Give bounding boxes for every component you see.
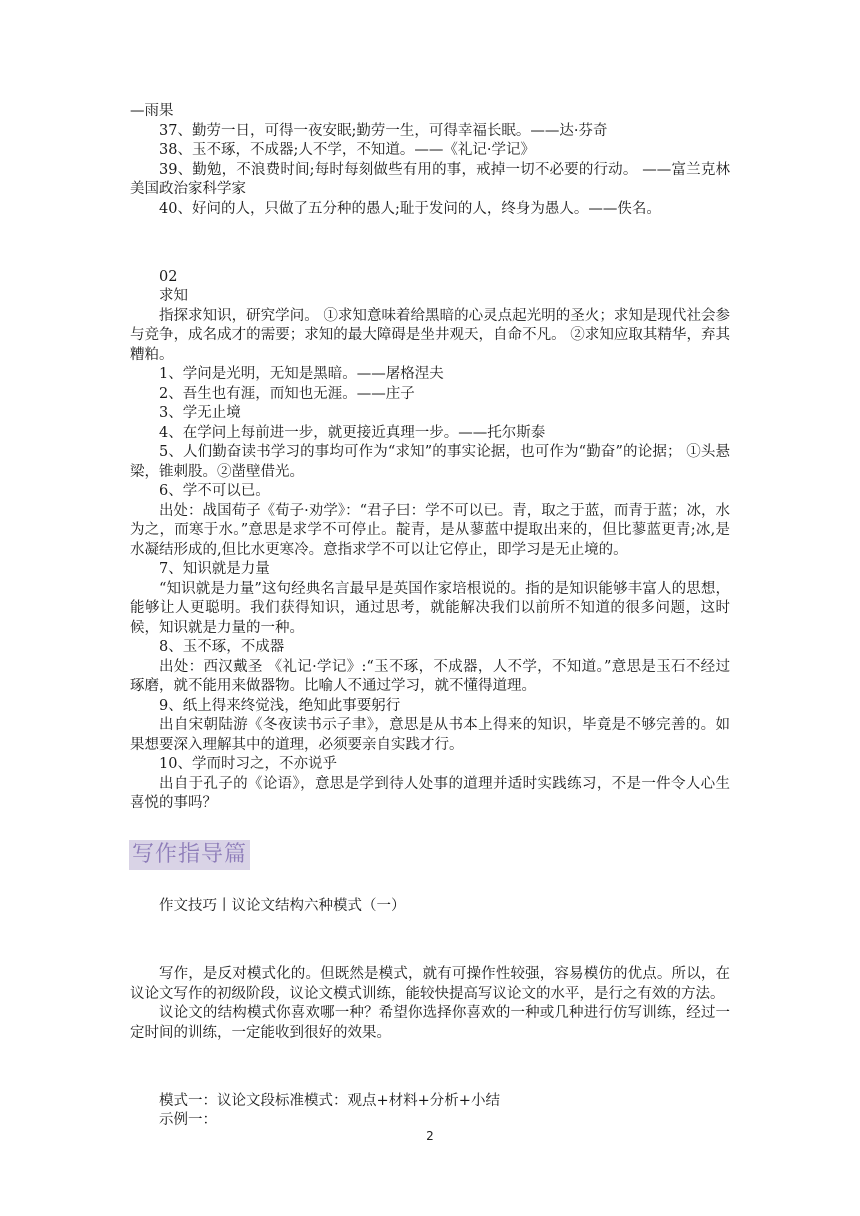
page-number: 2 xyxy=(426,1129,434,1143)
paragraph: 模式一：议论文段标准模式：观点+材料+分析+小结 xyxy=(159,1092,500,1109)
section-quotes xyxy=(130,102,730,814)
blank-line xyxy=(130,234,730,254)
paragraph: 作文技巧丨议论文结构六种模式（一） xyxy=(159,898,406,914)
paragraph: 出处：战国荀子《荀子·劝学》：“君子曰：学不可以已。青，取之于蓝，而青于蓝；冰，水为之，而寒于水。”意思是求学不可停止。靛青，是从蓼蓝中提取出来的，但比蓼蓝更青;冰,是水凝结形成的,但比水更寒冷。意指求学不可以让它停止，即学习是无止境的。 xyxy=(130,502,730,558)
section-writing-guide xyxy=(130,897,730,1131)
paragraph: 8、玉不琢，不成器 xyxy=(159,639,285,655)
section-heading: 写作指导篇 xyxy=(129,840,250,870)
blank-line xyxy=(130,931,730,951)
paragraph: 39、勤勉，不浪费时间;每时每刻做些有用的事，戒掉一切不必要的行动。 ——富兰克林美国政治家科学家 xyxy=(130,161,730,197)
paragraph: 10、学而时习之，不亦说乎 xyxy=(159,756,337,772)
paragraph: 3、学无止境 xyxy=(159,405,241,421)
paragraph: 4、在学问上每前进一步，就更接近真理一步。——托尔斯泰 xyxy=(159,424,546,441)
paragraph: 议论文的结构模式你喜欢哪一种？希望你选择你喜欢的一种或几种进行仿写训练，经过一定时间的训练，一定能收到很好的效果。 xyxy=(130,1005,730,1041)
paragraph: 40、好问的人，只做了五分种的愚人;耻于发问的人，终身为愚人。——佚名。 xyxy=(159,200,661,217)
paragraph: 指探求知识，研究学问。 ①求知意味着给黑暗的心灵点起光明的圣火；求知是现代社会参与竞争，成名成才的需要；求知的最大障碍是坐井观天，自命不凡。 ②求知应取其精华，弃其糟粕。 xyxy=(130,307,730,363)
paragraph: 1、学问是光明，无知是黑暗。——屠格涅夫 xyxy=(159,366,444,382)
paragraph: 9、纸上得来终觉浅，绝知此事要躬行 xyxy=(159,697,401,714)
paragraph: 2、吾生也有涯，而知也无涯。——庄子 xyxy=(159,385,415,402)
paragraph: 6、学不可以已。 xyxy=(159,483,270,499)
paragraph: —雨果 xyxy=(130,103,174,119)
paragraph: “知识就是力量”这句经典名言最早是英国作家培根说的。指的是知识能够丰富人的思想，能够让人更聪明。我们获得知识，通过思考，就能解决我们以前所不知道的很多问题，这时候，知识就是力量的一种。 xyxy=(130,580,730,636)
blank-line xyxy=(130,1058,730,1078)
paragraph: 示例一： xyxy=(159,1112,217,1128)
paragraph: 求知 xyxy=(159,288,188,304)
paragraph: 02 xyxy=(159,268,178,285)
paragraph: 38、玉不琢，不成器;人不学，不知道。——《礼记·学记》 xyxy=(159,142,535,158)
paragraph: 出处：西汉戴圣 《礼记·学记》:“玉不琢，不成器，人不学，不知道。”意思是玉石不经过琢磨，就不能用来做器物。比喻人不通过学习，就不懂得道理。 xyxy=(130,658,730,694)
paragraph: 出自于孔子的《论语》，意思是学到待人处事的道理并适时实践练习，不是一件令人心生喜悦的事吗？ xyxy=(130,775,730,811)
paragraph: 7、知识就是力量 xyxy=(159,561,270,577)
paragraph: 37、勤劳一日，可得一夜安眠;勤劳一生，可得幸福长眠。——达·芬奇 xyxy=(159,122,608,139)
paragraph: 5、人们勤奋读书学习的事均可作为“求知”的事实论据，也可作为“勤奋”的论据； ①头悬梁，锥刺股。②凿壁借光。 xyxy=(130,444,730,480)
paragraph: 写作，是反对模式化的。但既然是模式，就有可操作性较强，容易模仿的优点。所以，在议论文写作的初级阶段，议论文模式训练，能较快提高写议论文的水平，是行之有效的方法。 xyxy=(130,966,730,1002)
paragraph: 出自宋朝陆游《冬夜读书示子聿》，意思是从书本上得来的知识，毕竟是不够完善的。如果想要深入理解其中的道理，必须要亲自实践才行。 xyxy=(130,717,730,753)
